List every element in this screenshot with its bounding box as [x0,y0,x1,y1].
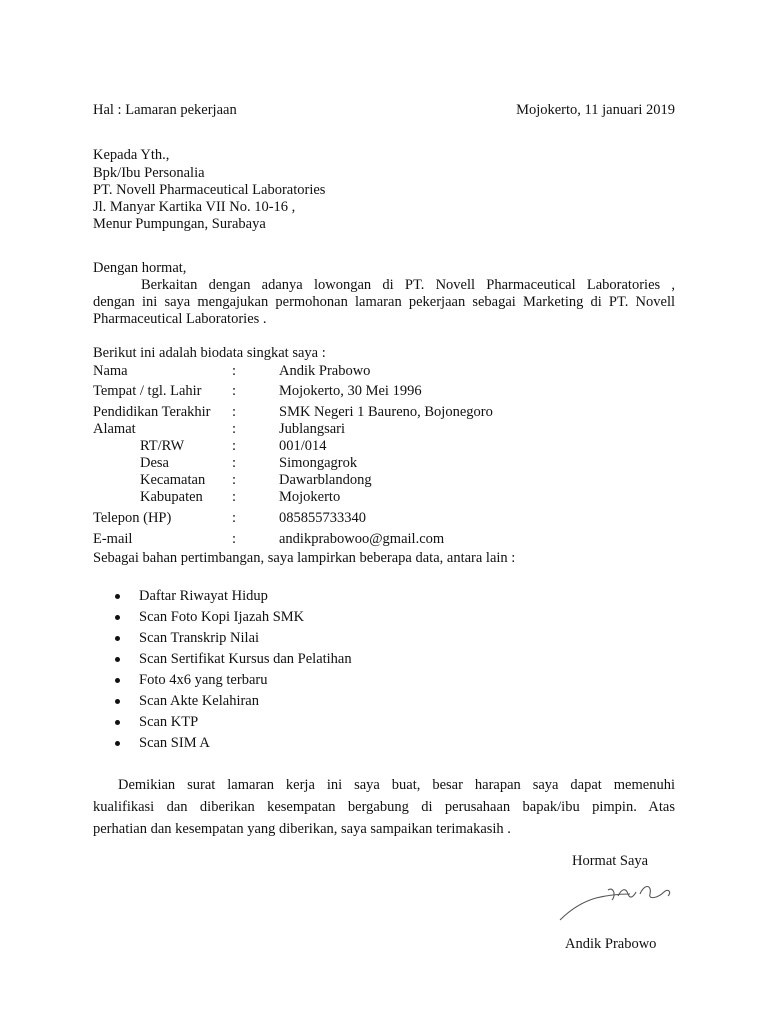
list-item [93,712,352,733]
biodata-colon: : [232,404,237,420]
attachment-label: Scan Transkrip Nilai [139,630,260,646]
bullet-icon [115,699,120,704]
closing-paragraph-line: kualifikasi dan diberikan kesempatan bergabung di perusahaan bapak/ibu pimpin. Atas [93,799,675,815]
attachment-label: Scan KTP [139,714,199,730]
biodata-label: Desa [140,455,169,471]
closing-paragraph-line: perhatian dan kesempatan yang diberikan, saya sampaikan terimakasih . [93,821,511,837]
biodata-label: Pendidikan Terakhir [93,404,211,420]
attachment-label: Scan Sertifikat Kursus dan Pelatihan [139,651,352,667]
recipient-name: Bpk/Ibu Personalia [93,165,205,181]
signer-name: Andik Prabowo [565,936,657,952]
biodata-value: 085855733340 [279,510,366,526]
biodata-value: SMK Negeri 1 Baureno, Bojonegoro [279,404,493,420]
bullet-icon [115,678,120,683]
place-date: Mojokerto, 11 januari 2019 [516,102,675,118]
bullet-icon [115,741,120,746]
biodata-label: E-mail [93,531,133,547]
biodata-value: Jublangsari [279,421,346,437]
biodata-colon: : [232,531,237,547]
greeting: Dengan hormat, [93,260,187,276]
biodata-value: Mojokerto [279,489,341,505]
opening-paragraph-line: dengan ini saya mengajukan permohonan lamaran pekerjaan sebagai Marketing di PT. Novell [93,294,675,310]
biodata-colon: : [232,363,237,379]
biodata-label: Alamat [93,421,136,437]
biodata-label: Tempat / tgl. Lahir [93,383,202,399]
biodata-colon: : [232,489,237,505]
biodata-colon: : [232,421,237,437]
list-item [93,733,352,754]
list-item [93,607,352,628]
list-item [93,670,352,691]
biodata-value: andikprabowoo@gmail.com [279,531,445,547]
list-item [93,628,352,649]
biodata-colon: : [232,510,237,526]
recipient-company: PT. Novell Pharmaceutical Laboratories [93,182,326,198]
bullet-icon [115,636,120,641]
biodata-value: 001/014 [279,438,327,454]
biodata-intro: Berikut ini adalah biodata singkat saya : [93,345,326,361]
recipient-salutation: Kepada Yth., [93,147,170,163]
bullet-icon [115,594,120,599]
attachment-label: Scan SIM A [139,735,210,751]
closing-paragraph-line: Demikian surat lamaran kerja ini saya buat, besar harapan saya dapat memenuhi [118,777,675,793]
bullet-icon [115,657,120,662]
attachment-label: Daftar Riwayat Hidup [139,588,268,604]
biodata-colon: : [232,383,237,399]
attachment-label: Scan Foto Kopi Ijazah SMK [139,609,305,625]
attachments-intro: Sebagai bahan pertimbangan, saya lampirkan beberapa data, antara lain : [93,550,516,566]
opening-paragraph-line: Pharmaceutical Laboratories . [93,311,267,327]
subject-line: Hal : Lamaran pekerjaan [93,102,237,118]
list-item [93,586,352,607]
attachments-list [93,586,352,754]
biodata-value: Mojokerto, 30 Mei 1996 [279,383,422,399]
biodata-label: Telepon (HP) [93,510,172,526]
biodata-colon: : [232,455,237,471]
biodata-value: Andik Prabowo [279,363,371,379]
biodata-colon: : [232,438,237,454]
attachment-label: Foto 4x6 yang terbaru [139,672,268,688]
bullet-icon [115,720,120,725]
biodata-label: Kecamatan [140,472,206,488]
recipient-street: Jl. Manyar Kartika VII No. 10-16 , [93,199,296,215]
list-item [93,649,352,670]
handwritten-signature [556,866,674,930]
recipient-city: Menur Pumpungan, Surabaya [93,216,266,232]
biodata-value: Dawarblandong [279,472,372,488]
biodata-value: Simongagrok [279,455,358,471]
biodata-label: RT/RW [140,438,185,454]
opening-paragraph-line: Berkaitan dengan adanya lowongan di PT. Novell Pharmaceutical Laboratories , [141,277,675,293]
biodata-colon: : [232,472,237,488]
signature-salutation: Hormat Saya [572,853,649,869]
biodata-label: Kabupaten [140,489,203,505]
biodata-label: Nama [93,363,128,379]
attachment-label: Scan Akte Kelahiran [139,693,259,709]
list-item [93,691,352,712]
bullet-icon [115,615,120,620]
